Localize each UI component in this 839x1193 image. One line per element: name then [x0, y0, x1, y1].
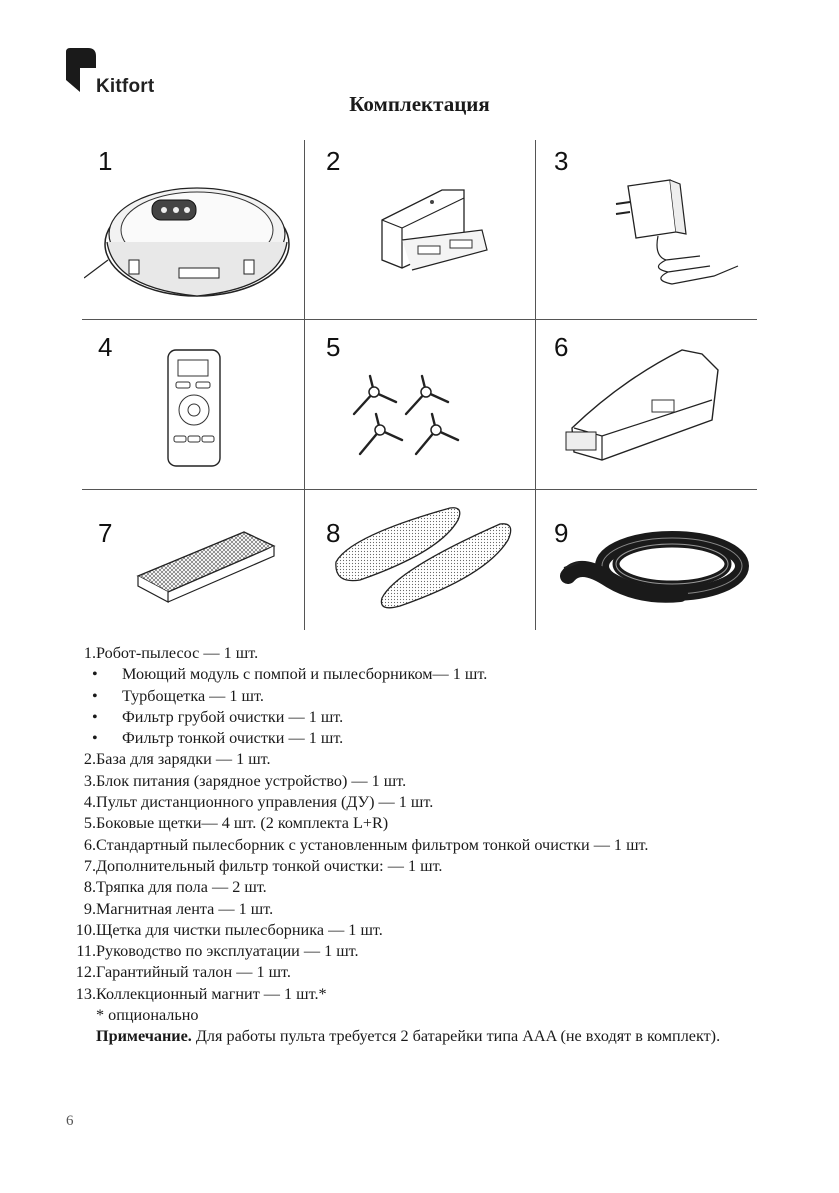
item-text: Моющий модуль с помпой и пылесборником— 1 шт.: [122, 665, 488, 684]
optional-text: * опционально: [96, 1006, 199, 1025]
bullet: •: [92, 729, 98, 748]
item-number: 5.: [83, 814, 96, 833]
item-text: Робот-пылесос — 1 шт.: [96, 644, 259, 662]
robot-vacuum-icon: [84, 170, 299, 305]
contents-list: [52, 643, 782, 1048]
note-paragraph: [52, 1026, 782, 1047]
item-text: Щетка для чистки пылесборника — 1 шт.: [96, 920, 383, 939]
bullet: •: [92, 686, 98, 705]
grid-item-number: 1: [98, 146, 113, 176]
list-item: [52, 686, 782, 707]
item-text: Гарантийный талон — 1 шт.: [96, 963, 291, 982]
kitfort-logo: [66, 48, 166, 98]
list-item: [52, 835, 782, 856]
item-text: Тряпка для пола — 2 шт.: [96, 878, 267, 897]
power-adapter-icon: [610, 176, 745, 291]
kitfort-logo-icon: [66, 48, 96, 96]
grid-item-number: 8: [326, 518, 341, 548]
item-number: 4.: [83, 793, 96, 812]
item-text: Фильтр тонкой очистки — 1 шт.: [122, 729, 344, 748]
item-number: 10.: [75, 920, 96, 939]
item-text: Боковые щетки— 4 шт. (2 комплекта L+R): [96, 814, 389, 833]
grid-item-number: 3: [554, 146, 569, 176]
note-label: Примечание.: [96, 1027, 192, 1046]
grid-item-number: 6: [554, 332, 569, 362]
grid-item-number: 5: [326, 332, 341, 362]
item-text: Магнитная лента — 1 шт.: [96, 899, 274, 918]
list-item: [52, 792, 782, 813]
item-text: Руководство по эксплуатации — 1 шт.: [96, 942, 359, 961]
list-item: [52, 664, 782, 685]
grid-item-number: 2: [326, 146, 341, 176]
item-number: 8.: [83, 878, 96, 897]
list-item: [52, 984, 782, 1005]
optional-note: [52, 1005, 782, 1026]
item-number: 1.: [83, 644, 96, 662]
list-item: [52, 899, 782, 920]
item-number: 9.: [83, 899, 96, 918]
item-text: Турбощетка — 1 шт.: [122, 686, 264, 705]
list-item: [52, 920, 782, 941]
item-number: 2.: [83, 750, 96, 769]
magnetic-tape-icon: [560, 520, 750, 620]
note-text: Для работы пульта требуется 2 батарейки типа AAA (не входят в комплект).: [191, 1027, 721, 1046]
page-title: Комплектация: [349, 92, 490, 116]
list-item: [52, 962, 782, 983]
grid-item-number: 9: [554, 518, 569, 548]
item-number: 6.: [83, 835, 96, 854]
grid-item-number: 4: [98, 332, 113, 362]
item-text: Блок питания (зарядное устройство) — 1 шт.: [96, 771, 407, 790]
filter-icon: [134, 528, 279, 608]
item-number: 7.: [83, 856, 96, 875]
dust-bin-icon: [562, 340, 722, 465]
item-number: 3.: [83, 771, 96, 790]
list-item: [52, 771, 782, 792]
grid-item-number: 7: [98, 518, 113, 548]
list-item: [52, 707, 782, 728]
list-item: [52, 813, 782, 834]
brand-name: Kitfort: [96, 76, 155, 97]
charging-base-icon: [372, 180, 497, 275]
list-item: [52, 728, 782, 749]
item-number: 12.: [75, 963, 96, 982]
item-number: 13.: [75, 984, 96, 1003]
item-text: База для зарядки — 1 шт.: [96, 750, 271, 769]
remote-control-icon: [164, 348, 224, 468]
item-text: Коллекционный магнит — 1 шт.*: [96, 984, 327, 1003]
list-item: [52, 877, 782, 898]
list-item: [52, 643, 782, 664]
side-brushes-icon: [344, 372, 474, 462]
item-text: Пульт дистанционного управления (ДУ) — 1 шт.: [96, 793, 434, 812]
item-text: Дополнительный фильтр тонкой очистки: — 1 шт.: [96, 856, 443, 875]
page-number: 6: [66, 1113, 74, 1129]
item-text: Стандартный пылесборник с установленным фильтром тонкой очистки — 1 шт.: [96, 835, 649, 854]
list-item: [52, 856, 782, 877]
item-number: 11.: [76, 942, 96, 961]
mop-cloth-icon: [330, 502, 530, 622]
item-text: Фильтр грубой очистки — 1 шт.: [122, 707, 344, 726]
bullet: •: [92, 665, 98, 684]
contents-grid: [82, 140, 757, 630]
list-item: [52, 749, 782, 770]
list-item: [52, 941, 782, 962]
bullet: •: [92, 707, 98, 726]
